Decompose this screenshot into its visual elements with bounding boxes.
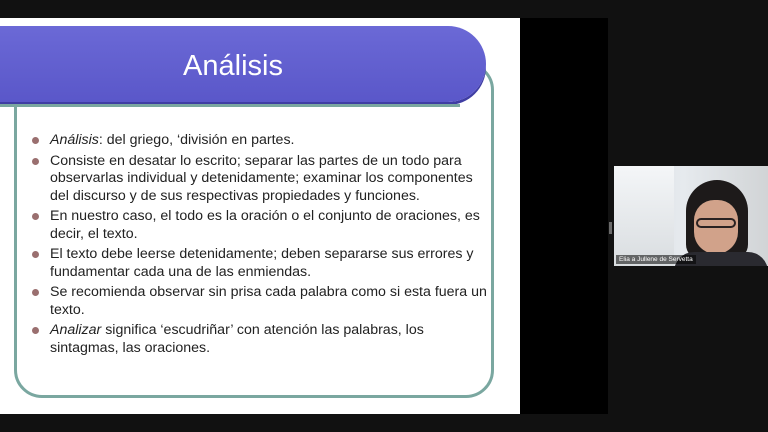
bullet-item: [30, 153, 490, 206]
bullet-text: : del griego, ‘división en partes.: [98, 132, 295, 148]
bullet-emphasis: Análisis: [50, 132, 99, 148]
bullet-dot-icon: [32, 327, 39, 334]
bullet-item: [30, 208, 490, 243]
participant-glasses: [696, 218, 736, 228]
bullet-dot-icon: [32, 289, 39, 296]
resize-handle[interactable]: [609, 222, 612, 234]
background-window: [614, 166, 674, 266]
title-banner: [0, 26, 486, 102]
bullet-list: [30, 132, 490, 360]
bullet-text: Consiste en desatar lo escrito; separar las partes de un todo para observarlas individual y detenidamente; examinar los componentes del discurso y de sus respectivas propiedades y funciones.: [50, 152, 473, 204]
bullet-text: significa ‘escudriñar’ con atención las palabras, los sintagmas, las oraciones.: [50, 322, 424, 356]
participant-name-label: Elia a Jullene de Servetta: [616, 255, 696, 264]
title-underline: [0, 104, 460, 107]
bullet-emphasis: Analizar: [50, 322, 102, 338]
screen-margin: [520, 18, 608, 414]
bullet-text: Se recomienda observar sin prisa cada palabra como si esta fuera un texto.: [50, 284, 487, 318]
participant-video-tile[interactable]: [614, 166, 768, 266]
bullet-item: [30, 132, 490, 150]
bullet-item: [30, 284, 490, 319]
bullet-item: [30, 246, 490, 281]
bullet-dot-icon: [32, 213, 39, 220]
slide-title: Análisis: [183, 50, 283, 82]
bullet-dot-icon: [32, 137, 39, 144]
bullet-item: [30, 322, 490, 357]
presentation-slide: [0, 18, 520, 414]
bullet-text: En nuestro caso, el todo es la oración o el conjunto de oraciones, es decir, el texto.: [50, 208, 480, 242]
bullet-dot-icon: [32, 158, 39, 165]
bullet-dot-icon: [32, 251, 39, 258]
bullet-text: El texto debe leerse detenidamente; deben separarse sus errores y fundamentar cada una de las enmiendas.: [50, 246, 474, 280]
